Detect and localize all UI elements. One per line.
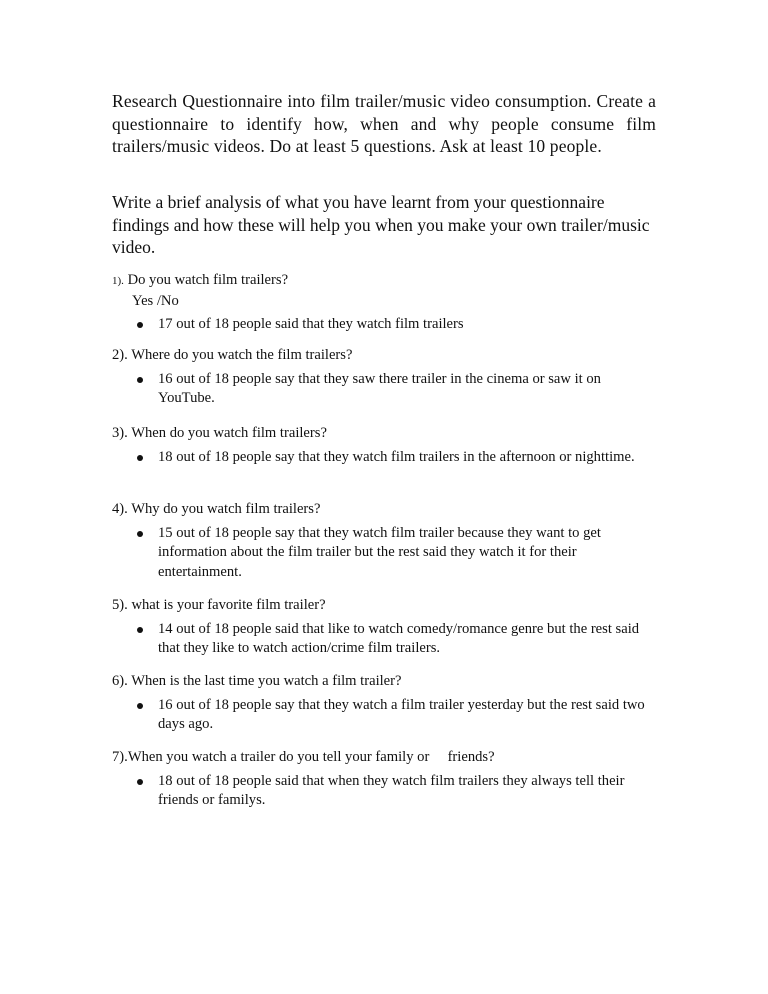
- answer-text: 15 out of 18 people say that they watch film trailer because they want to get information about the film trailer but the rest said they watch it for their entertainment.: [158, 524, 601, 580]
- question-heading: [112, 346, 672, 366]
- question-text: When is the last time you watch a film trailer?: [127, 673, 402, 689]
- answer-text: 16 out of 18 people say that they watch a film trailer yesterday but the rest said two days ago.: [158, 696, 645, 732]
- question-heading: [112, 424, 672, 444]
- bullet-icon: [137, 531, 143, 537]
- question-number: 6).: [112, 673, 128, 689]
- answer-text: 14 out of 18 people said that like to watch comedy/romance genre but the rest said that they like to watch action/crime film trailers.: [158, 620, 640, 656]
- question-heading: [112, 672, 672, 692]
- question-text: When do you watch film trailers?: [127, 425, 327, 441]
- question-number: 5).: [112, 597, 128, 613]
- question-block-3: [112, 424, 672, 467]
- bullet-icon: [137, 455, 143, 461]
- answer-bullet: [158, 696, 658, 735]
- question-options: Yes /No: [132, 292, 179, 309]
- answer-bullet: [158, 524, 658, 583]
- question-number: 7).: [112, 749, 128, 765]
- question-block-5: [112, 596, 672, 659]
- bullet-icon: [137, 322, 143, 328]
- bullet-icon: [137, 377, 143, 383]
- question-block-7: [112, 748, 672, 811]
- question-text: Why do you watch film trailers?: [127, 501, 321, 517]
- question-number: 3).: [112, 425, 128, 441]
- answer-bullet: [158, 620, 658, 659]
- answer-bullet: [158, 448, 658, 468]
- question-block-2: [112, 346, 672, 409]
- answer-text: 18 out of 18 people said that when they watch film trailers they always tell their friends or familys.: [158, 772, 625, 808]
- question-text: Where do you watch the film trailers?: [127, 347, 353, 363]
- question-text: what is your favorite film trailer?: [127, 597, 326, 613]
- question-text: Do you watch film trailers?: [123, 272, 289, 288]
- question-heading: [112, 596, 672, 616]
- bullet-icon: [137, 703, 143, 709]
- answer-bullet: [158, 370, 658, 409]
- question-number: 2).: [112, 347, 128, 363]
- intro-paragraph-task: Research Questionnaire into film trailer/music video consumption. Create a questionnaire to identify how, when and why people consume film trailers/music videos. Do at least 5 questions. Ask at least 10 people.: [112, 91, 656, 156]
- question-heading: [112, 500, 672, 520]
- answer-bullet: [158, 772, 658, 811]
- answer-text: 17 out of 18 people said that they watch film trailers: [158, 316, 464, 332]
- answer-bullet: [158, 315, 658, 335]
- question-block-6: [112, 672, 672, 735]
- intro-paragraph-analysis: Write a brief analysis of what you have learnt from your questionnaire findings and how these will help you when you make your own trailer/music video.: [112, 192, 650, 257]
- question-number: 1).: [112, 275, 124, 287]
- question-number: 4).: [112, 501, 128, 517]
- answer-text: 16 out of 18 people say that they saw there trailer in the cinema or saw it on YouTube.: [158, 370, 601, 406]
- question-heading: [112, 748, 672, 768]
- bullet-icon: [137, 779, 143, 785]
- answer-text: 18 out of 18 people say that they watch film trailers in the afternoon or nighttime.: [158, 448, 635, 465]
- question-block-1: [112, 271, 672, 335]
- question-heading: [112, 271, 672, 292]
- question-text: When you watch a trailer do you tell your family or friends?: [127, 749, 495, 765]
- bullet-icon: [137, 627, 143, 633]
- question-block-4: [112, 500, 672, 582]
